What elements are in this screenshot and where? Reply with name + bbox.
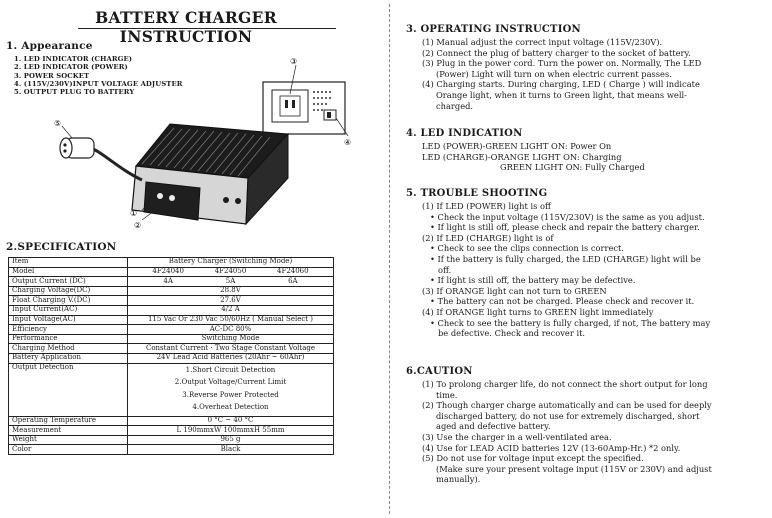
text-line: LED (CHARGE)-ORANGE LIGHT ON: Charging — [422, 151, 622, 162]
appearance-item: 1. LED INDICATOR (CHARGE) — [14, 55, 133, 63]
text-line: (1) Manual adjust the correct input voltage (115V/230V). — [422, 37, 663, 47]
text-line: • The battery can not be charged. Please check and recover it. — [430, 296, 695, 307]
led-heading: 4. LED INDICATION — [406, 128, 523, 139]
table-row: Measurement L 190mmxW 100mmxH 55mm — [9, 426, 334, 436]
table-row: Efficiency AC-DC 80% — [9, 325, 334, 335]
table-row: Battery Application 24V Lead Acid Batteries (20Ahr ~ 60Ahr) — [9, 353, 334, 363]
callout-2: ② — [134, 221, 142, 230]
text-line: GREEN LIGHT ON: Fully Charged — [500, 162, 645, 173]
text-line: (2) If LED (CHARGE) light is of — [422, 232, 554, 243]
text-line: (4) Use for LEAD ACID batteries 12V (13-60Amp-Hr.) *2 only. — [422, 442, 681, 453]
output-plug — [60, 138, 94, 158]
text-line: aged and defective battery. — [436, 421, 551, 432]
text-line: be defective. Check and recover it. — [438, 328, 586, 339]
column-divider — [389, 4, 390, 514]
title-underline — [78, 28, 336, 29]
appearance-heading: 1. Appearance — [6, 40, 93, 52]
operating-heading: 3. OPERATING INSTRUCTION — [406, 24, 581, 35]
charger-body — [132, 124, 288, 224]
appearance-item: 5. OUTPUT PLUG TO BATTERY — [14, 88, 135, 97]
text-line: (1) To prolong charger life, do not connect the short output for long — [422, 379, 708, 389]
text-line: (2) Connect the plug of battery charger to the socket of battery. — [422, 47, 691, 58]
text-line: manually). — [436, 474, 481, 485]
table-row: Performance Switching Mode — [9, 334, 334, 344]
trouble-section — [406, 188, 710, 339]
text-line: (3) Use the charger in a well-ventilated area. — [422, 431, 612, 442]
callout-4: ④ — [344, 138, 352, 147]
table-row: Operating Temperature 0 °C ~ 40 °C — [9, 416, 334, 426]
text-line: (3) Plug in the power cord. Turn the power on. Normally, The LED — [422, 58, 702, 69]
table-row: Charging Method Constant Current · Two Stage Constant Voltage — [9, 344, 334, 354]
text-line: (3) If ORANGE light can not turn to GREEN — [422, 285, 607, 296]
table-row: Model 4F24040 4F24050 4F24060 — [9, 267, 334, 277]
text-line: • Check to see the clips connection is correct. — [430, 243, 625, 254]
text-line: • If light is still off, please check and repair the battery charger. — [430, 222, 700, 233]
table-row: Float Charging V.(DC) 27.6V — [9, 296, 334, 306]
text-line: discharged battery, do not use for extremely discharged, short — [436, 410, 700, 421]
table-row: Weight 965 g — [9, 435, 334, 445]
text-line: (4) If ORANGE light turns to GREEN light immediately — [422, 306, 654, 317]
table-row: Input Voltage(AC) 115 Vac Or 230 Vac 50/60Hz ( Manual Select ) — [9, 315, 334, 325]
appearance-item: 4. (115V/230V)INPUT VOLTAGE ADJUSTER — [14, 79, 183, 88]
text-line: • If the battery is fully charged, the LED (CHARGE) light will be — [430, 253, 701, 264]
table-row: Input Current(AC) 4/2 A — [9, 305, 334, 315]
specification-table — [8, 257, 334, 455]
text-line: (2) Though charger charge automatically and can be used for deeply — [422, 400, 712, 411]
specification-heading: 2.SPECIFICATION — [6, 241, 117, 253]
text-line: (4) Charging starts. During charging, LED ( Charge ) will indicate — [422, 79, 700, 90]
text-line: (5) Do not use for voltage input except the specified. — [422, 453, 644, 464]
table-row: Output Detection 1.Short Circuit Detection 2.Output Voltage∕Current Limit 3.Reverse Power Protected 4.Overheat Detection — [9, 363, 334, 416]
text-line: • Check the input voltage (115V/230V) is the same as you adjust. — [430, 211, 705, 222]
caution-heading: 6.CAUTION — [406, 366, 473, 377]
text-line: (Power) Light will turn on when electric current passes. — [436, 68, 672, 79]
text-line: charged. — [436, 100, 474, 111]
text-line: • If light is still off, the battery may be defective. — [430, 275, 636, 286]
callout-3: ③ — [290, 57, 298, 66]
text-line: LED (POWER)-GREEN LIGHT ON: Power On — [422, 141, 612, 151]
text-line: (Make sure your present voltage input (115V or 230V) and adjust — [436, 463, 712, 474]
text-line: Orange light, when it turns to Green light, that means well- — [436, 89, 687, 100]
text-line: (1) If LED (POWER) light is off — [422, 201, 551, 211]
appearance-item: 3. POWER SOCKET — [14, 71, 90, 80]
appearance-item: 2. LED INDICATOR (POWER) — [14, 63, 128, 72]
operating-section — [406, 24, 701, 111]
text-line: time. — [436, 389, 458, 400]
table-row: Item Battery Charger (Switching Mode) — [9, 258, 334, 268]
callout-1: ① — [130, 209, 138, 218]
text-line: off. — [438, 264, 452, 275]
led-section — [406, 128, 645, 173]
trouble-heading: 5. TROUBLE SHOOTING — [406, 188, 548, 199]
table-row: Color Black — [9, 445, 334, 455]
table-row: Output Current (DC) 4A 5A 6A — [9, 277, 334, 287]
document-title: BATTERY CHARGER INSTRUCTION — [95, 8, 277, 46]
end-panel-inset — [263, 82, 345, 134]
right-column — [406, 20, 764, 514]
table-row: Charging Voltage(DC) 28.8V — [9, 286, 334, 296]
text-line: • Check to see the battery is fully charged, if not, The battery may — [430, 317, 711, 328]
callout-5: ⑤ — [54, 119, 62, 128]
caution-section — [406, 366, 712, 485]
charger-illustration — [50, 50, 360, 240]
